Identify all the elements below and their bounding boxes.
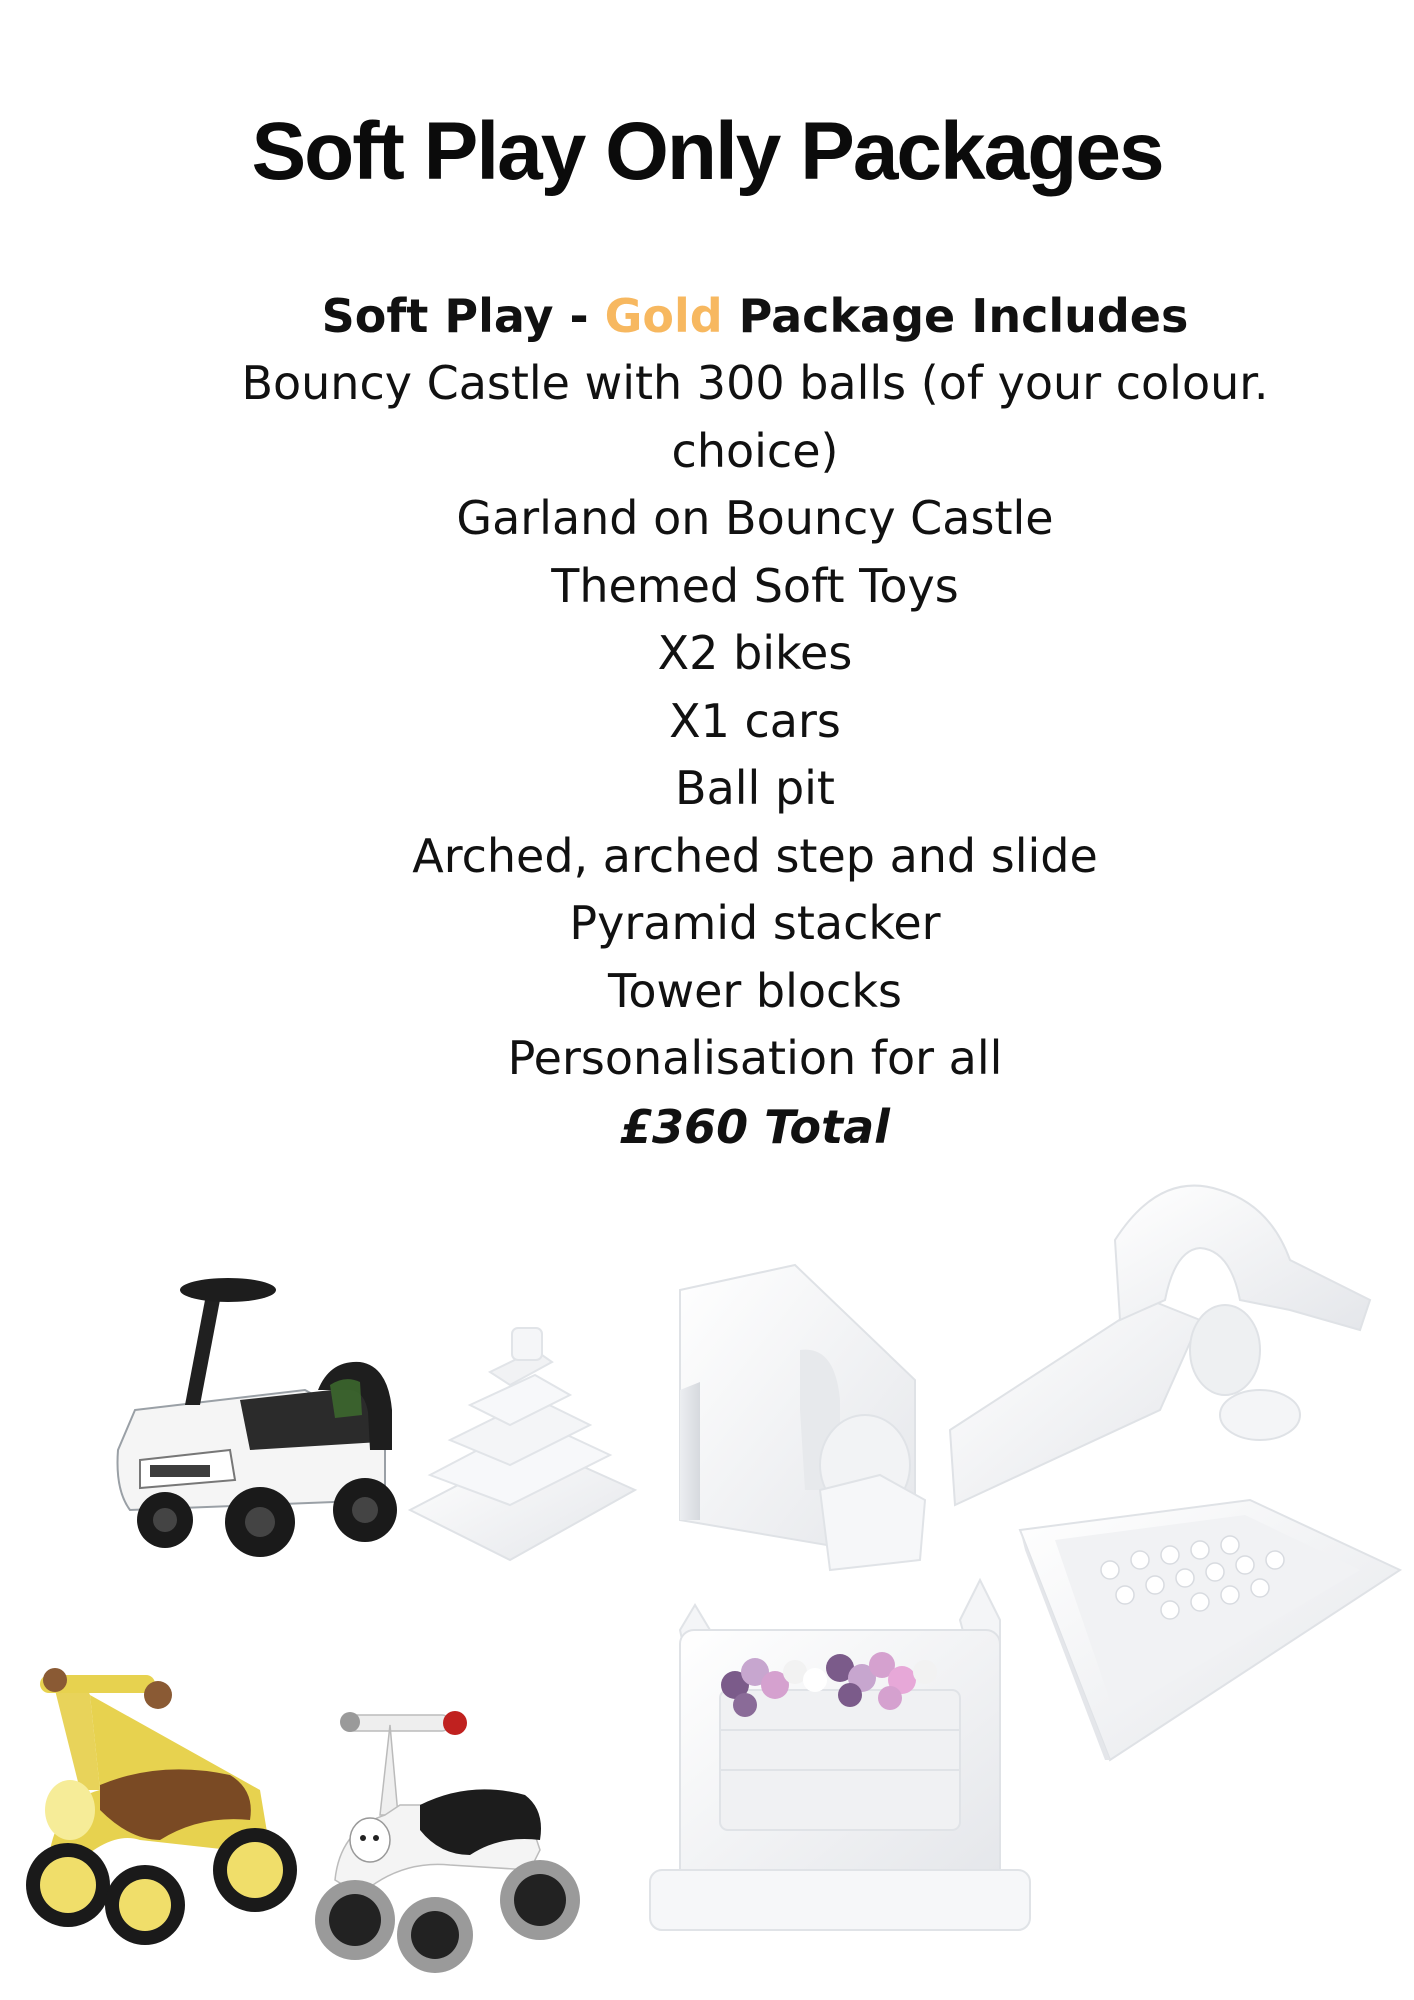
list-item: Pyramid stacker [569,896,941,950]
package-tier: Gold [604,289,723,343]
ride-on-car-image [118,1278,398,1557]
package-heading [210,282,1300,350]
pyramid-stacker-image [410,1328,635,1560]
yellow-balance-bike-image [26,1668,297,1945]
list-item: Arched, arched step and slide [412,828,1098,883]
list-item: Garland on Bouncy Castle [456,491,1054,545]
product-images [0,1150,1414,2000]
list-item: Personalisation for all [507,1031,1003,1085]
list-item: Bouncy Castle with 300 balls (of your colour. [241,356,1269,410]
package-total: £360 Total [620,1099,890,1154]
white-balance-bike-image [315,1711,580,1973]
ball-pit-image [1020,1500,1400,1760]
heading-prefix: Soft Play - [321,289,605,343]
page-title: Soft Play Only Packages [251,106,1163,197]
soft-play-slide-image [950,1186,1370,1505]
list-item: choice) [671,423,839,478]
bouncy-castle-image [650,1580,1030,1930]
list-item: X2 bikes [657,626,853,680]
list-item: Tower blocks [608,963,902,1018]
list-item: Ball pit [675,761,835,815]
list-item: Themed Soft Toys [551,558,959,613]
heading-suffix: Package Includes [722,289,1189,343]
list-item: X1 cars [669,693,841,748]
soft-play-arch-image [680,1265,925,1570]
package-details [210,282,1300,1161]
